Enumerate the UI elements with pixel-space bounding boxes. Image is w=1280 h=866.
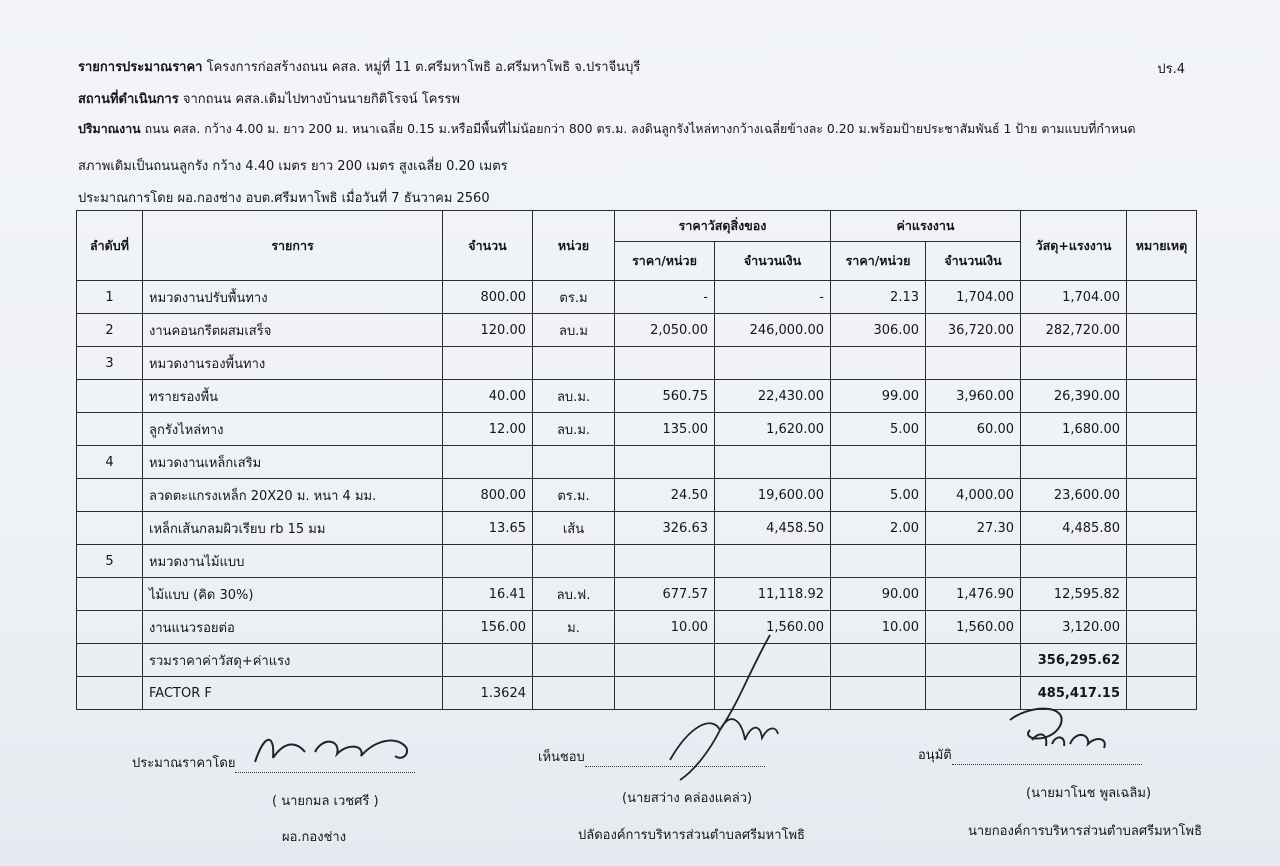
row-qty: 800.00 [443, 479, 533, 512]
row-material-amount: 1,560.00 [715, 611, 831, 644]
row-labor-amount: 1,476.90 [926, 578, 1021, 611]
row-no: 5 [77, 545, 143, 578]
table-row [77, 479, 1197, 512]
table-row [77, 446, 1197, 479]
location-label: สถานที่ดำเนินการ [78, 92, 179, 107]
approver-title: ปลัดองค์การบริหารส่วนตำบลศรีมหาโพธิ [578, 828, 805, 843]
row-material-amount: 19,600.00 [715, 479, 831, 512]
row-material-price: 135.00 [615, 413, 715, 446]
row-material-amount [715, 545, 831, 578]
row-labor-price [831, 347, 926, 380]
row-labor-amount: 60.00 [926, 413, 1021, 446]
row-labor-price: 2.00 [831, 512, 926, 545]
table-row [77, 380, 1197, 413]
table-header-row-1 [77, 211, 1197, 242]
row-total: 356,295.62 [1021, 644, 1127, 677]
row-material-price: 677.57 [615, 578, 715, 611]
approve-label: เห็นชอบ [538, 750, 585, 765]
project-title-value: โครงการก่อสร้างถนน คสล. หมู่ที่ 11 ต.ศรีมหาโพธิ อ.ศรีมหาโพธิ จ.ปราจีนบุรี [206, 60, 641, 75]
row-total: 26,390.00 [1021, 380, 1127, 413]
row-qty [443, 644, 533, 677]
row-total: 12,595.82 [1021, 578, 1127, 611]
row-labor-price [831, 644, 926, 677]
row-unit [533, 644, 615, 677]
row-total: 3,120.00 [1021, 611, 1127, 644]
row-material-amount: 4,458.50 [715, 512, 831, 545]
row-remark [1127, 578, 1197, 611]
row-total [1021, 446, 1127, 479]
col-labor-price-header: ราคา/หน่วย [831, 242, 926, 281]
col-total-header: วัสดุ+แรงงาน [1021, 211, 1127, 281]
estimate-table [76, 210, 1197, 710]
row-material-amount: 1,620.00 [715, 413, 831, 446]
row-item: ลูกรังไหล่ทาง [143, 413, 443, 446]
row-material-price: 10.00 [615, 611, 715, 644]
row-material-price [615, 347, 715, 380]
approver-handwritten-signature [650, 630, 790, 790]
row-qty [443, 347, 533, 380]
row-remark [1127, 380, 1197, 413]
labor-group-header: ค่าแรงงาน [831, 211, 1021, 242]
col-material-price-header: ราคา/หน่วย [615, 242, 715, 281]
row-labor-amount: 1,560.00 [926, 611, 1021, 644]
row-labor-price [831, 545, 926, 578]
row-qty: 13.65 [443, 512, 533, 545]
row-total: 485,417.15 [1021, 677, 1127, 710]
row-labor-price [831, 677, 926, 710]
row-qty [443, 446, 533, 479]
estimator-date-line: ประมาณการโดย ผอ.กองช่าง อบต.ศรีมหาโพธิ เมื่อวันที่ 7 ธันวาคม 2560 [78, 191, 490, 206]
row-labor-amount: 36,720.00 [926, 314, 1021, 347]
row-material-amount: 22,430.00 [715, 380, 831, 413]
row-no [77, 479, 143, 512]
row-item: งานแนวรอยต่อ [143, 611, 443, 644]
row-unit: ลบ.ฟ. [533, 578, 615, 611]
row-unit: ตร.ม [533, 281, 615, 314]
row-remark [1127, 413, 1197, 446]
location-line [78, 88, 460, 109]
row-qty: 120.00 [443, 314, 533, 347]
row-remark [1127, 314, 1197, 347]
row-labor-amount [926, 545, 1021, 578]
row-labor-amount: 3,960.00 [926, 380, 1021, 413]
authorize-label: อนุมัติ [918, 748, 952, 763]
row-no: 2 [77, 314, 143, 347]
row-no [77, 611, 143, 644]
row-total: 4,485.80 [1021, 512, 1127, 545]
row-material-amount: 246,000.00 [715, 314, 831, 347]
table-row [77, 512, 1197, 545]
row-labor-price [831, 446, 926, 479]
row-item: หมวดงานเหล็กเสริม [143, 446, 443, 479]
scope-line [78, 120, 1136, 139]
scope-value: ถนน คสล. กว้าง 4.00 ม. ยาว 200 ม. หนาเฉลี่ย 0.15 ม.หรือมีพื้นที่ไม่น้อยกว่า 800 ตร.ม. ลงดินลูกรังไหล่ทางกว้างเฉลี่ยข้างละ 0.20 ม.พร้อมป้ายประชาสัมพันธ์ 1 ป้าย ตามแบบที่กำหนด [144, 121, 1136, 136]
row-remark [1127, 446, 1197, 479]
row-labor-price: 5.00 [831, 413, 926, 446]
row-unit: เส้น [533, 512, 615, 545]
row-unit: ลบ.ม. [533, 413, 615, 446]
row-material-price [615, 446, 715, 479]
col-remark-header: หมายเหตุ [1127, 211, 1197, 281]
row-labor-price: 90.00 [831, 578, 926, 611]
authorizer-title: นายกองค์การบริหารส่วนตำบลศรีมหาโพธิ [968, 824, 1203, 839]
estimator-label: ประมาณราคาโดย [132, 756, 236, 771]
row-unit: ลบ.ม [533, 314, 615, 347]
row-qty: 156.00 [443, 611, 533, 644]
row-unit [533, 677, 615, 710]
row-material-price: 326.63 [615, 512, 715, 545]
row-remark [1127, 545, 1197, 578]
row-total [1021, 545, 1127, 578]
row-remark [1127, 347, 1197, 380]
estimate-table-body [77, 281, 1197, 710]
row-no [77, 512, 143, 545]
project-title-label: รายการประมาณราคา [78, 60, 203, 75]
row-item: หมวดงานไม้แบบ [143, 545, 443, 578]
row-total: 23,600.00 [1021, 479, 1127, 512]
row-qty: 40.00 [443, 380, 533, 413]
col-no-header: ลำดับที่ [77, 211, 143, 281]
row-remark [1127, 512, 1197, 545]
row-material-price: 2,050.00 [615, 314, 715, 347]
row-total: 1,680.00 [1021, 413, 1127, 446]
table-row [77, 545, 1197, 578]
row-item: ทรายรองพื้น [143, 380, 443, 413]
row-qty: 16.41 [443, 578, 533, 611]
row-no [77, 578, 143, 611]
col-labor-amount-header: จำนวนเงิน [926, 242, 1021, 281]
row-unit [533, 347, 615, 380]
row-total: 1,704.00 [1021, 281, 1127, 314]
row-unit: ม. [533, 611, 615, 644]
row-labor-amount: 27.30 [926, 512, 1021, 545]
row-unit: ลบ.ม. [533, 380, 615, 413]
authorizer-handwritten-signature [1000, 700, 1160, 760]
row-item: ลวดตะแกรงเหล็ก 20X20 ม. หนา 4 มม. [143, 479, 443, 512]
row-material-price [615, 545, 715, 578]
table-row [77, 578, 1197, 611]
row-labor-price: 306.00 [831, 314, 926, 347]
row-material-amount [715, 347, 831, 380]
row-labor-price: 5.00 [831, 479, 926, 512]
authorizer-name: (นายมาโนช พูลเฉลิม) [1026, 786, 1152, 801]
row-material-amount [715, 446, 831, 479]
estimator-title: ผอ.กองช่าง [282, 830, 347, 845]
row-material-price: - [615, 281, 715, 314]
row-no [77, 380, 143, 413]
row-unit [533, 545, 615, 578]
row-no: 3 [77, 347, 143, 380]
row-remark [1127, 281, 1197, 314]
estimator-handwritten-signature [245, 722, 425, 772]
table-row [77, 281, 1197, 314]
row-item: รวมราคาค่าวัสดุ+ค่าแรง [143, 644, 443, 677]
row-no [77, 677, 143, 710]
material-group-header: ราคาวัสดุสิ่งของ [615, 211, 831, 242]
row-item: หมวดงานปรับพื้นทาง [143, 281, 443, 314]
row-item: ไม้แบบ (คิด 30%) [143, 578, 443, 611]
row-item: เหล็กเส้นกลมผิวเรียบ rb 15 มม [143, 512, 443, 545]
row-no: 4 [77, 446, 143, 479]
table-row [77, 413, 1197, 446]
row-item: FACTOR F [143, 677, 443, 710]
row-labor-price: 2.13 [831, 281, 926, 314]
row-no: 1 [77, 281, 143, 314]
estimator-name: ( นายกมล เวชศรี ) [272, 794, 379, 809]
row-qty [443, 545, 533, 578]
project-title-line [78, 56, 640, 77]
existing-condition-line: สภาพเดิมเป็นถนนลูกรัง กว้าง 4.40 เมตร ยาว 200 เมตร สูงเฉลี่ย 0.20 เมตร [78, 159, 508, 174]
row-qty: 12.00 [443, 413, 533, 446]
scope-label: ปริมาณงาน [78, 121, 141, 136]
row-total [1021, 347, 1127, 380]
row-labor-price: 99.00 [831, 380, 926, 413]
row-total: 282,720.00 [1021, 314, 1127, 347]
col-qty-header: จำนวน [443, 211, 533, 281]
table-row [77, 611, 1197, 644]
col-unit-header: หน่วย [533, 211, 615, 281]
table-row [77, 644, 1197, 677]
row-item: หมวดงานรองพื้นทาง [143, 347, 443, 380]
row-labor-amount [926, 446, 1021, 479]
approver-name: (นายสว่าง คล่องแคล่ว) [622, 791, 753, 806]
row-no [77, 644, 143, 677]
row-labor-amount: 4,000.00 [926, 479, 1021, 512]
location-value: จากถนน คสล.เดิมไปทางบ้านนายกิติโรจน์ โครรพ [182, 92, 460, 107]
row-labor-amount [926, 347, 1021, 380]
table-row [77, 347, 1197, 380]
row-item: งานคอนกรีตผสมเสร็จ [143, 314, 443, 347]
row-remark [1127, 479, 1197, 512]
form-number: ปร.4 [1157, 62, 1185, 77]
row-qty: 1.3624 [443, 677, 533, 710]
row-labor-amount [926, 644, 1021, 677]
row-labor-amount: 1,704.00 [926, 281, 1021, 314]
row-unit: ตร.ม. [533, 479, 615, 512]
row-qty: 800.00 [443, 281, 533, 314]
row-material-price: 560.75 [615, 380, 715, 413]
row-remark [1127, 611, 1197, 644]
row-no [77, 413, 143, 446]
row-material-amount: - [715, 281, 831, 314]
col-material-amount-header: จำนวนเงิน [715, 242, 831, 281]
row-material-price: 24.50 [615, 479, 715, 512]
row-labor-price: 10.00 [831, 611, 926, 644]
row-material-amount: 11,118.92 [715, 578, 831, 611]
table-row [77, 314, 1197, 347]
row-remark [1127, 644, 1197, 677]
col-item-header: รายการ [143, 211, 443, 281]
row-unit [533, 446, 615, 479]
